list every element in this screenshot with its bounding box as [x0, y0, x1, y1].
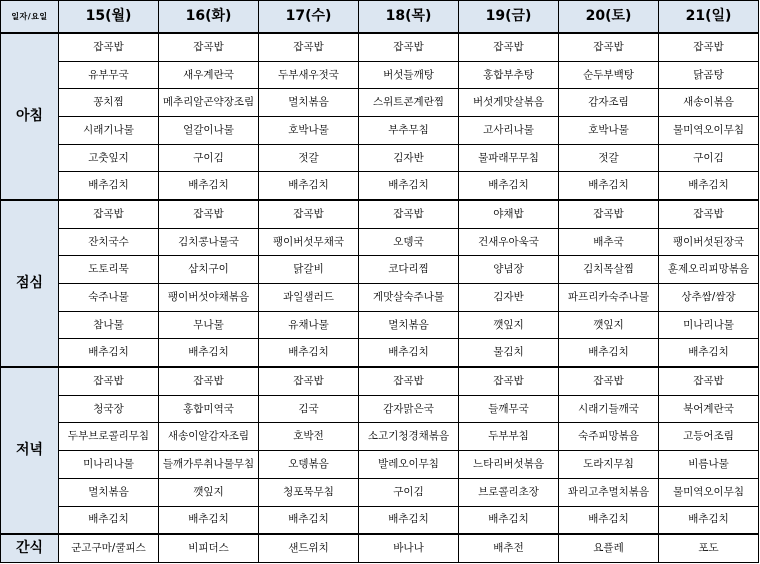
menu-cell: 잡곡밥: [559, 33, 659, 61]
menu-cell: 비름나물: [659, 451, 759, 479]
menu-cell: 양념장: [459, 256, 559, 284]
menu-cell: 배추김치: [359, 506, 459, 534]
day-header-tue: 16(화): [159, 1, 259, 34]
menu-cell: 순두부백탕: [559, 61, 659, 89]
menu-cell: 건새우아욱국: [459, 228, 559, 256]
menu-cell: 물미역오이무침: [659, 117, 759, 145]
table-row: [1, 61, 759, 89]
table-row: [1, 144, 759, 172]
menu-cell: 배추김치: [559, 339, 659, 367]
menu-cell: 도토리묵: [59, 256, 159, 284]
menu-cell: 잡곡밥: [159, 200, 259, 228]
menu-cell: 들깨무국: [459, 395, 559, 423]
table-row: [1, 228, 759, 256]
table-row: [1, 339, 759, 367]
menu-cell: 발레오이무침: [359, 451, 459, 479]
menu-cell: 배추김치: [659, 506, 759, 534]
day-header-mon: 15(월): [59, 1, 159, 34]
menu-cell: 배추김치: [459, 172, 559, 200]
table-row: [1, 284, 759, 312]
menu-cell: 꽁치찜: [59, 89, 159, 117]
table-row: [1, 200, 759, 228]
menu-cell: 구이김: [659, 144, 759, 172]
table-row: [1, 89, 759, 117]
menu-cell: 코다리찜: [359, 256, 459, 284]
menu-cell: 꽈리고추멸치볶음: [559, 478, 659, 506]
menu-cell: 북어계란국: [659, 395, 759, 423]
menu-cell: 김자반: [459, 284, 559, 312]
menu-cell: 시래기나물: [59, 117, 159, 145]
menu-cell: 상추쌈/쌈장: [659, 284, 759, 312]
menu-cell: 잡곡밥: [459, 33, 559, 61]
menu-cell: 메추리알곤약장조림: [159, 89, 259, 117]
snack-cell: 군고구마/쿨피스: [59, 534, 159, 562]
menu-cell: 무나물: [159, 311, 259, 339]
menu-cell: 물김치: [459, 339, 559, 367]
menu-cell: 부추무침: [359, 117, 459, 145]
table-row: [1, 506, 759, 534]
menu-cell: 브로콜리초장: [459, 478, 559, 506]
table-row: [1, 172, 759, 200]
table-row: [1, 33, 759, 61]
menu-cell: 버섯들깨탕: [359, 61, 459, 89]
menu-cell: 김치목살찜: [559, 256, 659, 284]
menu-cell: 게맛살숙주나물: [359, 284, 459, 312]
table-row: [1, 395, 759, 423]
menu-cell: 버섯게맛살볶음: [459, 89, 559, 117]
menu-body: [1, 33, 759, 563]
menu-cell: 스위트콘계란찜: [359, 89, 459, 117]
menu-cell: 배추김치: [59, 506, 159, 534]
meal-label-lunch: 점심: [1, 200, 59, 367]
snack-cell: 샌드위치: [259, 534, 359, 562]
menu-cell: 호박전: [259, 423, 359, 451]
menu-cell: 잡곡밥: [59, 33, 159, 61]
menu-cell: 도라지무침: [559, 451, 659, 479]
menu-cell: 배추김치: [359, 339, 459, 367]
menu-cell: 깻잎지: [159, 478, 259, 506]
menu-cell: 훈제오리피망볶음: [659, 256, 759, 284]
menu-cell: 두부부침: [459, 423, 559, 451]
menu-cell: 두부브로콜리무침: [59, 423, 159, 451]
table-row: [1, 451, 759, 479]
meal-label-snack: 간식: [1, 534, 59, 562]
day-header-sat: 20(토): [559, 1, 659, 34]
menu-cell: 배추김치: [159, 172, 259, 200]
table-row: [1, 117, 759, 145]
snack-cell: 비피더스: [159, 534, 259, 562]
menu-cell: 물미역오이무침: [659, 478, 759, 506]
menu-cell: 오뎅국: [359, 228, 459, 256]
menu-cell: 배추김치: [59, 172, 159, 200]
snack-cell: 요플레: [559, 534, 659, 562]
menu-cell: 잡곡밥: [59, 200, 159, 228]
menu-cell: 팽이버섯무채국: [259, 228, 359, 256]
menu-cell: 느타리버섯볶음: [459, 451, 559, 479]
date-day-corner-header: 일자/요일: [1, 1, 59, 34]
menu-cell: 고사리나물: [459, 117, 559, 145]
menu-cell: 닭갈비: [259, 256, 359, 284]
menu-cell: 구이김: [359, 478, 459, 506]
menu-cell: 새송이알감자조림: [159, 423, 259, 451]
menu-cell: 김치콩나물국: [159, 228, 259, 256]
menu-cell: 배추김치: [659, 172, 759, 200]
menu-cell: 배추김치: [459, 506, 559, 534]
menu-cell: 젓갈: [259, 144, 359, 172]
menu-cell: 잡곡밥: [359, 367, 459, 395]
menu-cell: 잡곡밥: [659, 367, 759, 395]
meal-label-dinner: 저녁: [1, 367, 59, 534]
menu-cell: 숙주나물: [59, 284, 159, 312]
menu-cell: 잔치국수: [59, 228, 159, 256]
menu-cell: 배추김치: [559, 172, 659, 200]
menu-cell: 깻잎지: [459, 311, 559, 339]
menu-cell: 배추김치: [559, 506, 659, 534]
menu-cell: 닭곰탕: [659, 61, 759, 89]
menu-cell: 배추김치: [159, 506, 259, 534]
menu-cell: 홍합부추탕: [459, 61, 559, 89]
day-header-thu: 18(목): [359, 1, 459, 34]
menu-cell: 두부새우젓국: [259, 61, 359, 89]
menu-cell: 물파래무무침: [459, 144, 559, 172]
day-header-sun: 21(일): [659, 1, 759, 34]
menu-cell: 배추김치: [59, 339, 159, 367]
menu-cell: 과일샐러드: [259, 284, 359, 312]
menu-cell: 배추김치: [259, 339, 359, 367]
menu-cell: 잡곡밥: [159, 33, 259, 61]
snack-cell: 바나나: [359, 534, 459, 562]
menu-cell: 배추김치: [159, 339, 259, 367]
menu-cell: 삼치구이: [159, 256, 259, 284]
table-row: [1, 478, 759, 506]
snack-cell: 배추전: [459, 534, 559, 562]
menu-cell: 팽이버섯된장국: [659, 228, 759, 256]
menu-cell: 야채밥: [459, 200, 559, 228]
header-row: [1, 1, 759, 34]
menu-cell: 들깨가루취나물무침: [159, 451, 259, 479]
menu-cell: 잡곡밥: [159, 367, 259, 395]
menu-cell: 감자조림: [559, 89, 659, 117]
table-row: [1, 311, 759, 339]
menu-cell: 배추김치: [259, 506, 359, 534]
menu-cell: 배추김치: [359, 172, 459, 200]
day-header-fri: 19(금): [459, 1, 559, 34]
table-row: [1, 367, 759, 395]
day-header-wed: 17(수): [259, 1, 359, 34]
menu-cell: 잡곡밥: [359, 200, 459, 228]
menu-cell: 파프리카숙주나물: [559, 284, 659, 312]
menu-cell: 김자반: [359, 144, 459, 172]
menu-cell: 시래기들깨국: [559, 395, 659, 423]
menu-cell: 잡곡밥: [259, 33, 359, 61]
menu-cell: 잡곡밥: [659, 33, 759, 61]
menu-cell: 미나리나물: [659, 311, 759, 339]
menu-cell: 잡곡밥: [559, 200, 659, 228]
menu-cell: 김국: [259, 395, 359, 423]
table-row: [1, 423, 759, 451]
menu-cell: 잡곡밥: [259, 367, 359, 395]
menu-cell: 잡곡밥: [659, 200, 759, 228]
menu-cell: 멸치볶음: [259, 89, 359, 117]
menu-cell: 얼갈이나물: [159, 117, 259, 145]
snack-cell: 포도: [659, 534, 759, 562]
menu-cell: 청포묵무침: [259, 478, 359, 506]
menu-cell: 구이김: [159, 144, 259, 172]
menu-cell: 젓갈: [559, 144, 659, 172]
snack-row: [1, 534, 759, 562]
menu-cell: 유부무국: [59, 61, 159, 89]
menu-cell: 감자맑은국: [359, 395, 459, 423]
menu-cell: 호박나물: [259, 117, 359, 145]
menu-cell: 배추김치: [659, 339, 759, 367]
menu-cell: 잡곡밥: [59, 367, 159, 395]
menu-cell: 팽이버섯야채볶음: [159, 284, 259, 312]
menu-cell: 멸치볶음: [59, 478, 159, 506]
meal-label-breakfast: 아침: [1, 33, 59, 200]
menu-cell: 유채나물: [259, 311, 359, 339]
menu-cell: 숙주피망볶음: [559, 423, 659, 451]
menu-cell: 새우계란국: [159, 61, 259, 89]
menu-cell: 잡곡밥: [359, 33, 459, 61]
menu-cell: 멸치볶음: [359, 311, 459, 339]
menu-cell: 새송이볶음: [659, 89, 759, 117]
menu-cell: 잡곡밥: [559, 367, 659, 395]
menu-cell: 청국장: [59, 395, 159, 423]
menu-cell: 잡곡밥: [259, 200, 359, 228]
table-row: [1, 256, 759, 284]
menu-cell: 잡곡밥: [459, 367, 559, 395]
menu-cell: 호박나물: [559, 117, 659, 145]
menu-cell: 고등어조림: [659, 423, 759, 451]
menu-cell: 오뎅볶음: [259, 451, 359, 479]
menu-cell: 고춧잎지: [59, 144, 159, 172]
menu-cell: 깻잎지: [559, 311, 659, 339]
menu-cell: 배추김치: [259, 172, 359, 200]
menu-cell: 참나물: [59, 311, 159, 339]
menu-cell: 홍합미역국: [159, 395, 259, 423]
menu-cell: 소고기청경채볶음: [359, 423, 459, 451]
menu-cell: 배추국: [559, 228, 659, 256]
menu-cell: 미나리나물: [59, 451, 159, 479]
